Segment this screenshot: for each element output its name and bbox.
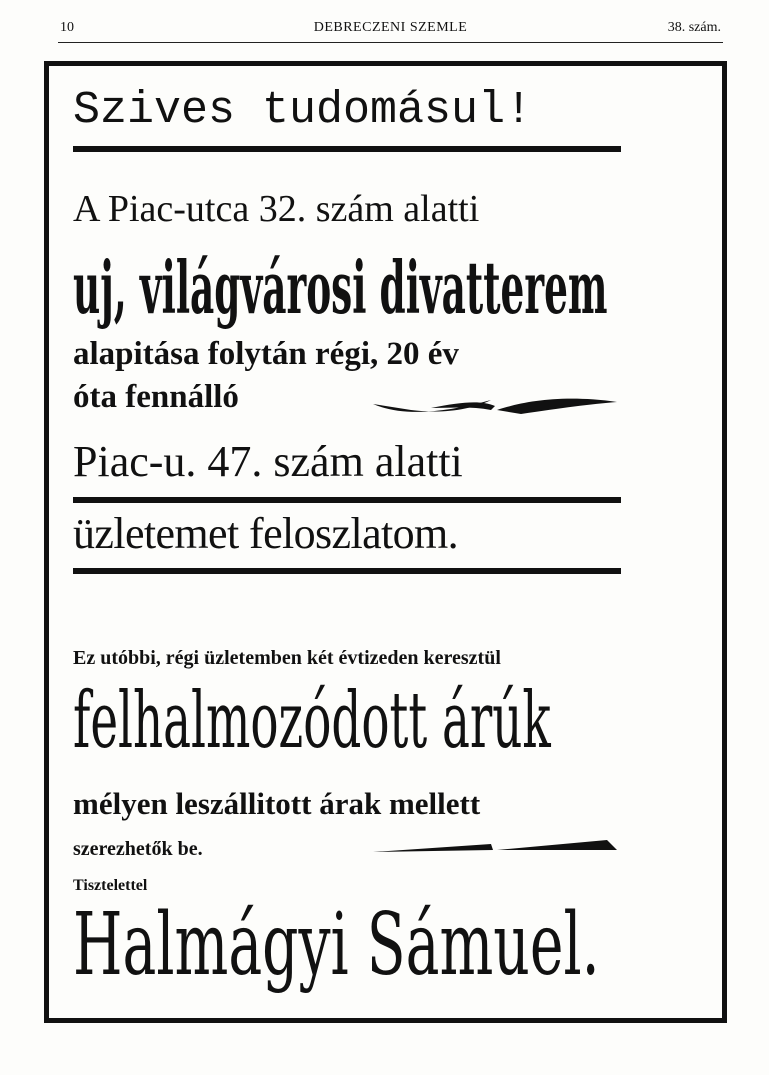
ad-line-alapitasa: alapitása folytán régi, 20 év [73,336,459,372]
ad-line-divatterem: uj, világvárosi divatterem [73,245,608,330]
ad-line-piac-47: Piac-u. 47. szám alatti [73,437,463,486]
ad-greeting: Tisztelettel [73,877,148,894]
ad-line-piac-utca: A Piac-utca 32. szám alatti [73,188,480,230]
ad-line-felhalmozodott: felhalmozódott árúk [73,676,551,766]
rule-2 [73,568,621,574]
ornament-swash [371,392,621,418]
ad-line-melyen: mélyen leszállitott árak mellett [73,786,481,821]
ad-title: Szives tudomásul! [73,85,533,136]
ad-signature: Halmágyi Sámuel. [73,895,600,995]
advertisement-frame [44,61,727,1023]
title-underline [73,146,621,152]
ad-line-szerezhetok: szerezhetők be. [73,838,203,860]
publication-title: DEBRECZENI SZEMLE [313,20,468,35]
ad-line-ez-utobbi: Ez utóbbi, régi üzletemben két évtizeden keresztül [73,647,501,669]
page-header [58,20,723,43]
ad-line-ota-fennallo: óta fennálló [73,379,239,415]
ornament-swash-2 [371,836,621,856]
page-number: 10 [60,20,74,35]
ad-line-feloszlatom: üzletemet feloszlatom. [73,509,459,558]
rule-1 [73,497,621,503]
issue-number: 38. szám. [667,20,721,35]
